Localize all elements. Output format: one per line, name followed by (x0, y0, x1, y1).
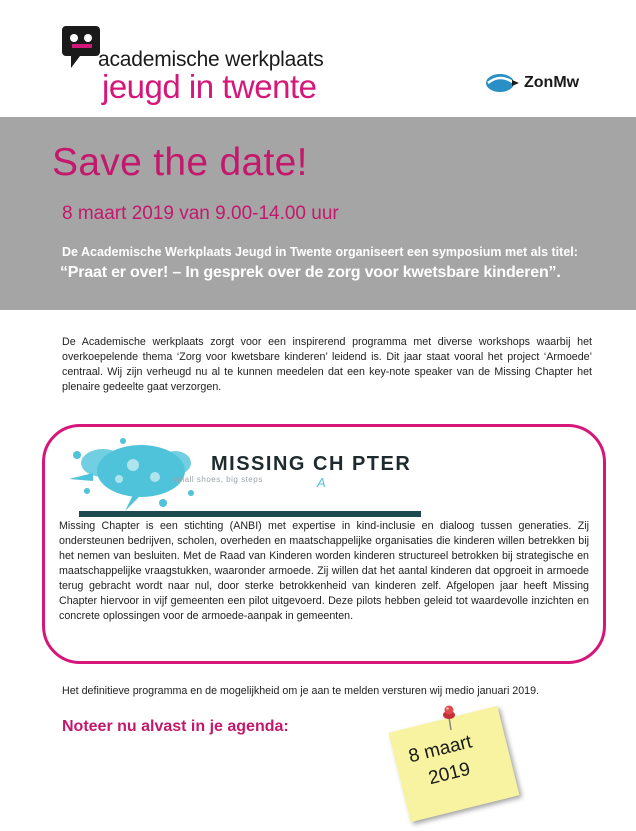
symposium-intro: De Academische Werkplaats Jeugd in Twente organiseert een symposium met als titel: (62, 245, 578, 259)
paint-splash-icon (63, 433, 203, 513)
agenda-call-to-action: Noteer nu alvast in je agenda: (62, 718, 289, 735)
missing-chapter-tagline: small shoes, big steps (173, 475, 263, 484)
save-the-date-banner (0, 117, 636, 310)
program-paragraph: Het definitieve programma en de mogelijkheid om je aan te melden versturen wij medio januari 2019. (62, 685, 540, 697)
speech-bubble-logo-icon (62, 24, 102, 78)
missing-chapter-bar (79, 511, 421, 517)
logo-line1: academische werkplaats (98, 48, 324, 71)
note-year: 2019 (426, 758, 473, 790)
missing-chapter-box (42, 424, 606, 664)
page-title: Save the date! (52, 141, 308, 184)
zonmw-logo-icon (484, 72, 520, 94)
missing-chapter-paragraph: Missing Chapter is een stichting (ANBI) met expertise in kind-inclusie en dialoog tussen generaties. Zij ondersteunen bedrijven, scholen, overheden en maatschappelijke organisaties die kinderen willen betrekken bij het nemen van besluiten. Met de Raad van Kinderen worden kinderen structureel betrokken bij strategische en maatschappelijke vraagstukken, waaronder armoede. Zij willen dat het aantal kinderen dat opgroeit in armoede terug gebracht wordt naar nul, door sterke betrokkenheid van kinderen zelf. Afgelopen jaar heeft Missing Chapter hiervoor in vijf gemeenten een pilot uitgevoerd. Deze pilots hebben geleid tot waardevolle inzichten en concrete oplossingen voor de armoede-aanpak in gemeenten. (59, 520, 589, 622)
missing-chapter-letter: A (317, 475, 326, 490)
logo-line2: jeugd in twente (102, 68, 317, 105)
zonmw-text: ZonMw (524, 74, 580, 91)
intro-paragraph: De Academische werkplaats zorgt voor een inspirerend programma met diverse workshops waarbij het overkoepelende thema ‘Zorg voor kwetsbare kinderen’ leidend is. Dit jaar staat vooral het project ‘Armoede’ centraal. Wij zijn verheugd nu al te kunnen meedelen dat een key-note speaker van de Missing Chapter het plenaire gedeelte gaat verzorgen. (62, 336, 592, 393)
awjt-logo (62, 24, 352, 104)
missing-chapter-logo (63, 433, 423, 515)
event-date: 8 maart 2019 van 9.00-14.00 uur (62, 203, 339, 224)
symposium-title: “Praat er over! – In gesprek over de zorg voor kwetsbare kinderen”. (60, 264, 561, 281)
pushpin-icon (440, 705, 458, 731)
zonmw-logo (484, 72, 594, 94)
missing-chapter-name: MISSING CH PTER (211, 453, 412, 475)
note-date: 8 maart (406, 731, 475, 768)
